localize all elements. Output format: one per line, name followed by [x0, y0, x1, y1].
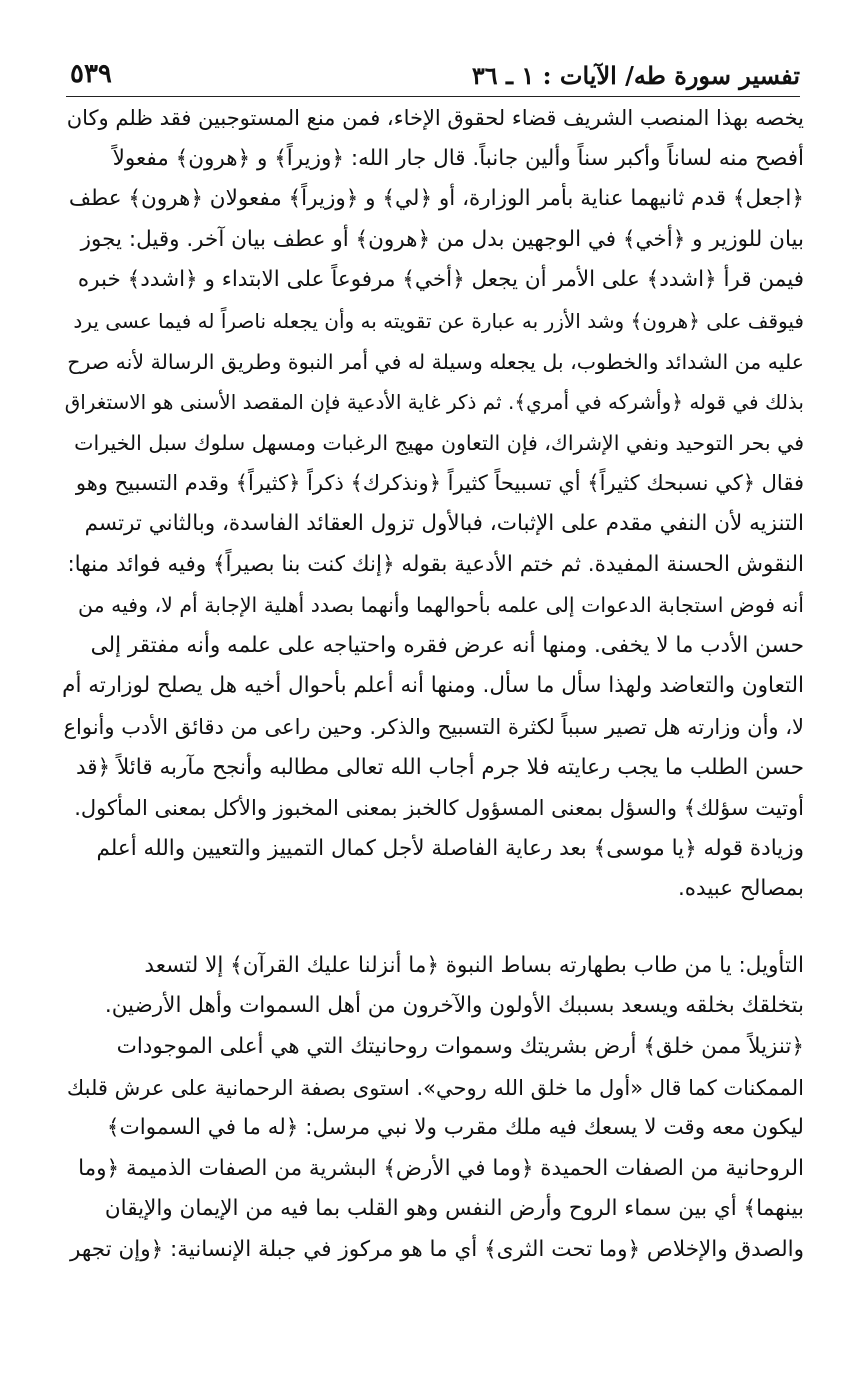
text-line: لا، وأن وزارته هل تصير سبباً لكثرة التسبيح والذكر. وحين راعى من دقائق الأدب وأنواع	[63, 714, 804, 739]
text-line: بمصالح عبيده.	[677, 876, 804, 902]
text-line: حسن الأدب ما لا يخفى. ومنها أنه عرض فقره واحتياجه على علمه وأنه مفتقر إلى	[90, 632, 804, 658]
text-line: يخصه بهذا المنصب الشريف قضاء لحقوق الإخاء، فمن منع المستوجبين فقد ظلم وكان	[66, 106, 804, 130]
commentary-paragraph	[62, 98, 804, 910]
text-line: التعاون والتعاضد ولهذا سأل ما سأل. ومنها أنه أعلم بأحوال أخيه هل يصلح لوزارته أم	[62, 673, 804, 699]
text-line: أفصح منه لساناً وأكبر سناً وألين جانباً. قال جار الله: ﴿وزيراً﴾ و ﴿هرون﴾ مفعولاً	[112, 145, 804, 171]
text-line: بينهما﴾ أي بين سماء الروح وأرض النفس وهو القلب بما فيه من الإيمان والإيقان	[104, 1196, 804, 1222]
text-line: ﴿اجعل﴾ قدم ثانيهما عناية بأمر الوزارة، أو ﴿لي﴾ و ﴿وزيراً﴾ مفعولان ﴿هرون﴾ عطف	[68, 186, 804, 212]
text-line: أوتيت سؤلك﴾ والسؤل بمعنى المسؤول كالخبز بمعنى المخبوز والأكل بمعنى المأكول.	[74, 796, 804, 821]
text-line: فيمن قرأ ﴿اشدد﴾ على الأمر أن يجعل ﴿أخي﴾ مرفوعاً على الابتداء و ﴿اشدد﴾ خبره	[77, 267, 804, 293]
text-line: الممكنات كما قال «أول ما خلق الله روحي». استوى بصفة الرحمانية على عرش قلبك	[66, 1075, 804, 1100]
page-number: ٥٣٩	[70, 59, 112, 89]
text-line: بذلك في قوله ﴿وأشركه في أمري﴾. ثم ذكر غاية الأدعية فإن المقصد الأسنى هو الاستغراق	[64, 390, 804, 415]
text-line: فقال ﴿كي نسبحك كثيراً﴾ أي تسبيحاً كثيراً ﴿ونذكرك﴾ ذكراً ﴿كثيراً﴾ وقدم التسبيح وهو	[75, 471, 804, 496]
running-header	[66, 56, 800, 97]
text-line: بيان للوزير و ﴿أخي﴾ في الوجهين بدل من ﴿هرون﴾ أو عطف بيان آخر. وقيل: يجوز	[80, 226, 804, 252]
running-title: تفسير سورة طه/ الآيات : ١ ـ ٣٦	[471, 61, 800, 90]
text-line: التأويل: يا من طاب بطهارته بساط النبوة ﴿ما أنزلنا عليك القرآن﴾ إلا لتسعد	[144, 952, 804, 978]
text-line: فيوقف على ﴿هرون﴾ وشد الأزر به عبارة عن تقويته به وأن يجعله ناصراً له فيما عسى يرد	[73, 308, 804, 333]
text-line: التنزيه لأن النفي مقدم على الإثبات، فبالأول تزول العقائد الفاسدة، وبالثاني ترتسم	[84, 510, 804, 536]
text-line: في بحر التوحيد ونفي الإشراك، فإن التعاون مهيج الرغبات ومسهل سلوك سبل الخيرات	[74, 430, 804, 455]
text-line: ليكون معه وقت لا يسعك فيه ملك مقرب ولا نبي مرسل: ﴿له ما في السموات﴾	[106, 1115, 804, 1141]
text-line: والصدق والإخلاص ﴿وما تحت الثرى﴾ أي ما هو مركوز في جبلة الإنسانية: ﴿وإن تجهر	[69, 1237, 804, 1263]
text-line: النقوش الحسنة المفيدة. ثم ختم الأدعية بقوله ﴿إنك كنت بنا بصيراً﴾ وفيه فوائد منها:	[67, 551, 804, 577]
text-line: ﴿تنزيلاً ممن خلق﴾ أرض بشريتك وسموات روحانيتك التي هي أعلى الموجودات	[116, 1034, 804, 1060]
text-line: وزيادة قوله ﴿يا موسى﴾ بعد رعاية الفاصلة لأجل كمال التمييز والتعيين والله أعلم	[96, 835, 804, 861]
tawil-paragraph	[62, 946, 804, 1271]
paragraph-gap	[62, 910, 804, 946]
body-text	[62, 98, 804, 1348]
text-line: بتخلقك بخلقه ويسعد بسببك الأولون والآخرون من أهل السموات وأهل الأرضين.	[104, 993, 804, 1019]
text-line: الروحانية من الصفات الحميدة ﴿وما في الأرض﴾ البشرية من الصفات الذميمة ﴿وما	[78, 1155, 804, 1181]
text-line: حسن الطلب ما يجب رعايته فلا جرم أجاب الله تعالى مطالبه وأنجح مآربه قائلاً ﴿قد	[75, 754, 804, 780]
text-line: أنه فوض استجابة الدعوات إلى علمه بأحوالهما وأنهما بصدد أهلية الإجابة أم لا، وفيه من	[78, 593, 804, 618]
text-line: عليه من الشدائد والخطوب، بل يجعله وسيلة له في أمر النبوة وطريق الرسالة لأنه صرح	[67, 349, 804, 374]
